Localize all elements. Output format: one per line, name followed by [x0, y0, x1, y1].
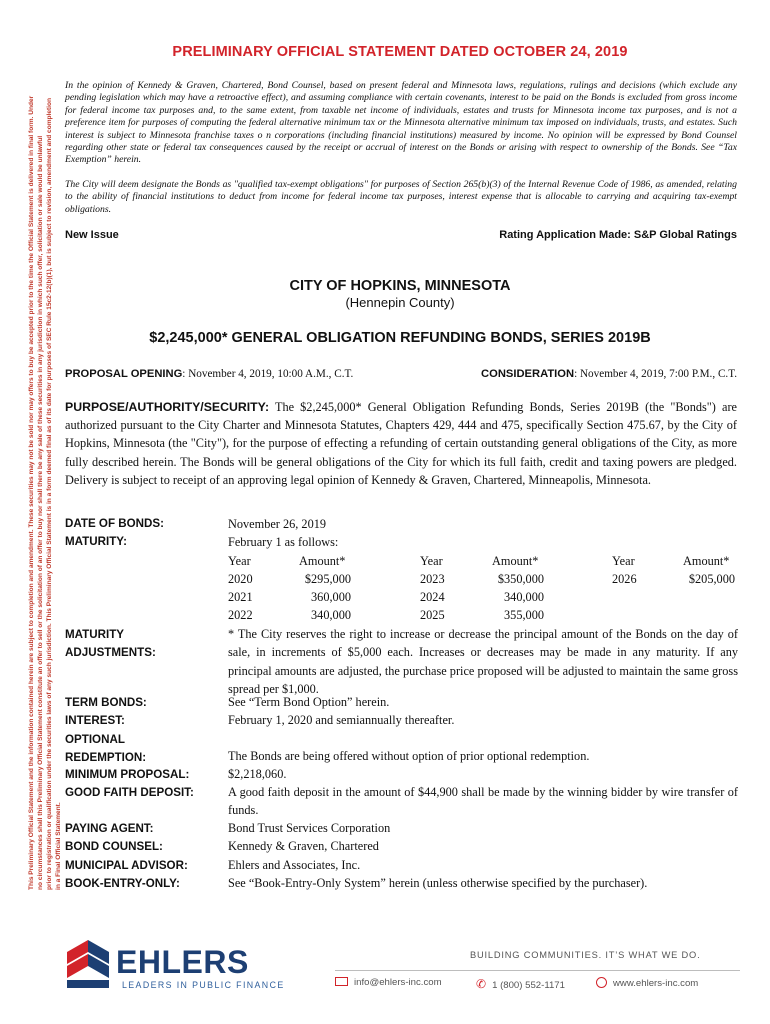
maturity-year-header: Year	[228, 554, 251, 568]
book-entry-only-value: See “Book-Entry-Only System” herein (unless otherwise specified by the purchaser).	[228, 876, 648, 890]
purpose-label: PURPOSE/AUTHORITY/SECURITY:	[65, 400, 270, 414]
new-issue-label: New Issue	[65, 229, 119, 241]
consideration-value: : November 4, 2019, 7:00 P.M., C.T.	[574, 368, 737, 380]
document-title: PRELIMINARY OFFICIAL STATEMENT DATED OCTOBER 24, 2019	[172, 44, 628, 60]
ehlers-brand: EHLERS	[116, 944, 249, 980]
side-disclaimer-line: in a Final Official Statement.	[54, 802, 62, 890]
term-bonds-label: TERM BONDS:	[65, 696, 147, 709]
maturity-amount-header: Amount*	[492, 554, 539, 568]
maturity-amount: $350,000	[497, 572, 544, 586]
maturity-adjustments-value: * The City reserves the right to increase or decrease the principal amount of the Bonds on the day of sale, in increments of $5,000 each. Increases or decreases may be made in any maturity. If any principal amounts are adjusted, the purchase price proposed will be adjusted to maintain the same gross spread per $1,000.	[228, 627, 738, 697]
bond-title: $2,245,000* GENERAL OBLIGATION REFUNDING BONDS, SERIES 2019B	[149, 330, 651, 346]
optional-redemption-label-line: OPTIONAL	[65, 733, 125, 746]
qualified-obligations-note	[65, 179, 737, 216]
maturity-amount: $205,000	[688, 572, 735, 586]
qualified-obligations-paragraph: The City will deem designate the Bonds as "qualified tax-exempt obligations" for purposes of Section 265(b)(3) of the Internal Revenue Code of 1986, as amended, relating to the ability of financial institutions to deduct from income for federal income tax purposes, interest expense that is allocable to carrying and acquiring tax-exempt obligations.	[65, 179, 737, 215]
good-faith-deposit-value: A good faith deposit in the amount of $44,900 shall be made by the winning bidder by wire transfer of funds.	[228, 785, 738, 818]
purpose-text: The $2,245,000* General Obligation Refunding Bonds, Series 2019B (the "Bonds") are authorized pursuant to the City Charter and Minnesota Statutes, Chapters 429, 444 and 475, specifically Section 475.67, by the City of Hopkins, Minnesota (the "City"), for the purpose of effecting a refunding of certain outstanding general obligations of the City, as more fully described herein. The Bonds will be general obligations of the City for which its full faith, credit and taxing powers are pledged. Delivery is subject to receipt of an approving legal opinion of Kennedy & Graven, Chartered, Minneapolis, Minnesota.	[65, 400, 737, 487]
email-contact[interactable]	[335, 977, 442, 988]
maturity-year: 2021	[228, 590, 253, 604]
maturity-year-header: Year	[612, 554, 635, 568]
optional-redemption-label-line: REDEMPTION:	[65, 751, 147, 764]
web-link[interactable]: www.ehlers-inc.com	[613, 978, 699, 989]
consideration-label: CONSIDERATION	[481, 368, 575, 380]
bond-counsel-value: Kennedy & Graven, Chartered	[228, 839, 379, 853]
maturity-year: 2026	[612, 572, 637, 586]
company-slogan: BUILDING COMMUNITIES. IT’S WHAT WE DO.	[470, 950, 701, 960]
book-entry-only-label: BOOK-ENTRY-ONLY:	[65, 877, 180, 890]
maturity-adjustments-label-line: ADJUSTMENTS:	[65, 646, 156, 659]
date-of-bonds-label: DATE OF BONDS:	[65, 517, 164, 530]
maturity-adjustments-label-line: MATURITY	[65, 628, 125, 641]
consideration	[481, 368, 737, 380]
proposal-opening-value: : November 4, 2019, 10:00 A.M., C.T.	[182, 368, 354, 380]
maturity-amount-header: Amount*	[299, 554, 346, 568]
minimum-proposal-label: MINIMUM PROPOSAL:	[65, 768, 190, 781]
maturity-amount: $295,000	[304, 572, 351, 586]
issuer-name: CITY OF HOPKINS, MINNESOTA	[289, 278, 511, 294]
municipal-advisor-value: Ehlers and Associates, Inc.	[228, 858, 361, 872]
interest-label: INTEREST:	[65, 714, 125, 727]
optional-redemption-label	[65, 731, 146, 767]
side-disclaimer-line: prior to registration or qualification under the securities laws of any such jurisdiction. This Preliminary Official Statement is in a form deemed final as of its date for purposes of SEC Rule 15c2-12(b)(1), but is subject to revision, amendment and completion	[45, 98, 53, 890]
tax-opinion	[65, 80, 737, 167]
term-bonds-value: See “Term Bond Option” herein.	[228, 695, 390, 709]
interest-value: February 1, 2020 and semiannually thereafter.	[228, 713, 455, 727]
proposal-opening-label: PROPOSAL OPENING	[65, 368, 183, 380]
maturity-label: MATURITY:	[65, 535, 128, 548]
proposal-line	[65, 368, 737, 380]
bond-counsel-label: BOND COUNSEL:	[65, 840, 163, 853]
maturity-amount-header: Amount*	[683, 554, 730, 568]
email-link[interactable]: info@ehlers-inc.com	[354, 977, 442, 988]
paying-agent-value: Bond Trust Services Corporation	[228, 821, 391, 835]
phone-icon: ✆	[476, 977, 487, 991]
maturity-amount: 360,000	[311, 590, 351, 604]
date-of-bonds-value: November 26, 2019	[228, 517, 327, 531]
footer-divider	[335, 970, 740, 971]
phone-contact[interactable]	[476, 977, 565, 991]
municipal-advisor-label: MUNICIPAL ADVISOR:	[65, 859, 188, 872]
maturity-value: February 1 as follows:	[228, 535, 339, 549]
rating-label: Rating Application Made: S&P Global Ratings	[499, 229, 737, 241]
mail-icon	[335, 977, 348, 986]
ehlers-logo-mark	[63, 938, 113, 990]
maturity-amount: 355,000	[504, 608, 544, 622]
globe-icon	[596, 977, 607, 988]
side-disclaimer-line: no circumstances shall this Preliminary Official Statement constitute an offer to sell or the solicitation of an offer to buy nor shall there be any sale of these securities in any jurisdiction in which such offer, solicitation or sale would be unlawful	[36, 135, 44, 890]
maturity-year: 2023	[420, 572, 445, 586]
maturity-amount: 340,000	[504, 590, 544, 604]
optional-redemption-value: The Bonds are being offered without option of prior optional redemption.	[228, 749, 590, 763]
side-disclaimer-line: This Preliminary Official Statement and the information contained herein are subject to completion and amendment. These securities may not be sold nor may offers to buy be accepted prior to the time the Official Statement is delivered in final form. Under	[28, 95, 35, 890]
paying-agent-label: PAYING AGENT:	[65, 822, 154, 835]
maturity-amount: 340,000	[311, 608, 351, 622]
maturity-year-header: Year	[420, 554, 443, 568]
web-contact[interactable]	[596, 977, 698, 989]
maturity-year: 2024	[420, 590, 445, 604]
minimum-proposal-value: $2,218,060.	[228, 767, 287, 781]
issue-row	[65, 229, 737, 241]
ehlers-tagline: LEADERS IN PUBLIC FINANCE	[122, 980, 285, 990]
maturity-year: 2025	[420, 608, 445, 622]
maturity-adjustments-label	[65, 626, 156, 662]
phone-link[interactable]: 1 (800) 552-1171	[492, 980, 565, 991]
maturity-year: 2020	[228, 572, 253, 586]
good-faith-deposit-label: GOOD FAITH DEPOSIT:	[65, 786, 194, 799]
maturity-year: 2022	[228, 608, 253, 622]
proposal-opening	[65, 368, 353, 380]
tax-opinion-paragraph: In the opinion of Kennedy & Graven, Chartered, Bond Counsel, based on present federal and Minnesota laws, regulations, rulings and decisions (which exclude any pending legislation which may have a retroactive effect), and assuming compliance with certain covenants, interest to be paid on the Bonds is excluded from gross income for federal income tax purposes and, to the same extent, from taxable net income of individuals, estates and trusts for Minnesota income tax purposes, and is not a preference item for purposes of computing the federal alternative minimum tax or the Minnesota alternative minimum tax imposed on individuals, trusts, and estates. Such interest is subject to Minnesota franchise taxes o n corporations (including financial institutions) measured by income. No opinion will be expressed by Bond Counsel regarding other state or federal tax consequences caused by the receipt or accrual of interest on the Bonds or arising with respect to ownership of the Bonds. See “Tax Exemption” herein.	[65, 80, 737, 166]
issuer-county: (Hennepin County)	[345, 295, 455, 310]
purpose-section	[65, 398, 737, 489]
